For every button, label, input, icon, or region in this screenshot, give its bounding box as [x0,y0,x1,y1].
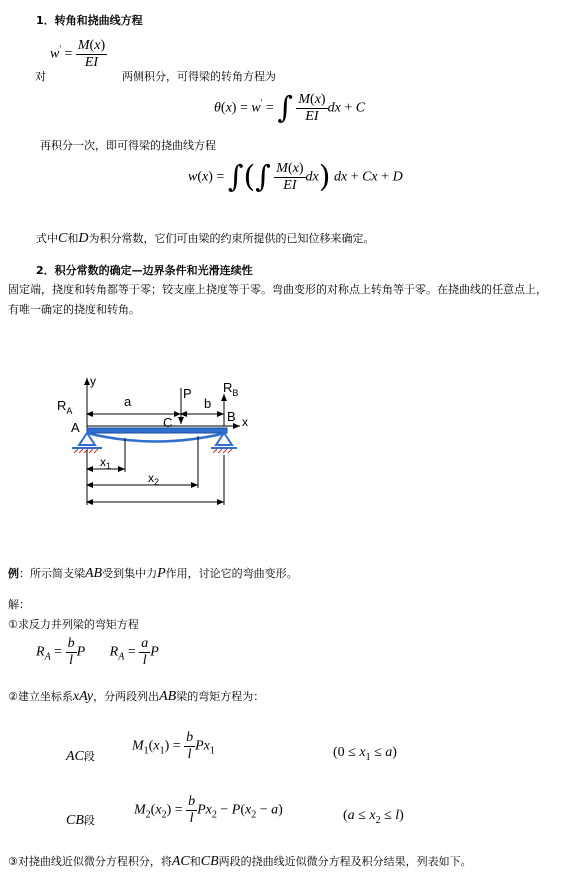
section-1-title: 1．转角和挠曲线方程 [36,14,143,27]
support-a-hatch [74,449,98,453]
step-3-text: ③对挠曲线近似微分方程积分，将AC和CB两段的挠曲线近似微分方程及积分结果，列表如下。 [8,854,472,869]
example-line: 例：所示简支梁AB受到集中力P作用，讨论它的弯曲变形。 [8,566,298,581]
ra-label: $R_A$ [57,398,73,416]
segment-cb-label: CB段 [66,813,95,828]
range-cb: $(a \le x_2 \le l)$ [343,808,404,826]
equation-m1: $M_1(x_1)$ = $\frac{b}{l}$ $Px_1$ [132,730,215,762]
x-label: x [242,415,248,429]
equation-reactions: $R_A$ = $\frac{b}{l}$ P $R_A$ = $\frac{a}{l}$ P [36,636,159,668]
x1-label: $x_1$ [100,455,112,471]
constants-line: 式中C和D为积分常数，它们可由梁的约束所提供的已知位移来确定。 [36,231,375,246]
y-label: y [90,374,96,388]
equation-curvature: w' = $\frac{M(x)}{EI}$ [50,38,106,70]
support-b-hatch [213,449,232,453]
c-point-label: C [163,415,173,430]
dui-label: 对 [35,70,46,83]
step-1-text: ①求反力并列梁的弯矩方程 [8,618,139,631]
equation-m2: $M_2(x_2)$ = $\frac{b}{l}$ $Px_2 - P(x_2 - a)$ [134,794,283,826]
x2-label: $x_2$ [148,471,160,487]
rb-label: $R_B$ [223,380,239,398]
section-2-title: 2．积分常数的确定—边界条件和光滑连续性 [36,264,253,277]
equation-deflection: w(x) = ∫(∫ $\frac{M(x)}{EI}$ dx) dx + Cx + D [188,159,403,195]
segment-ac-label: AC段 [66,749,95,764]
intro-after-text: 两侧积分，可得梁的转角方程为 [122,70,276,83]
solution-label: 解： [8,598,30,611]
section-2-body: 固定端，挠度和转角都等于零；铰支座上挠度等于零。弯曲变形的对称点上转角等于零。在挠曲线的任意点上，有唯一确定的挠度和转角。 [8,283,547,316]
b-label: b [204,396,212,411]
deflection-curve [87,433,226,442]
a-point-label: A [71,420,80,435]
a-label: a [124,394,132,409]
p-label: P [183,386,192,401]
b-point-label: B [227,409,236,424]
beam-diagram [50,370,270,520]
step-2-text: ②建立坐标系xAy，分两段列出AB梁的弯矩方程为： [8,689,265,704]
beam [87,428,227,433]
integrate-again-text: 再积分一次，即可得梁的挠曲线方程 [40,139,216,152]
equation-rotation: θ(x) = w' = ∫ $\frac{M(x)}{EI}$ dx + C [214,90,366,126]
range-ac: $(0 \le x_1 \le a)$ [333,745,397,763]
